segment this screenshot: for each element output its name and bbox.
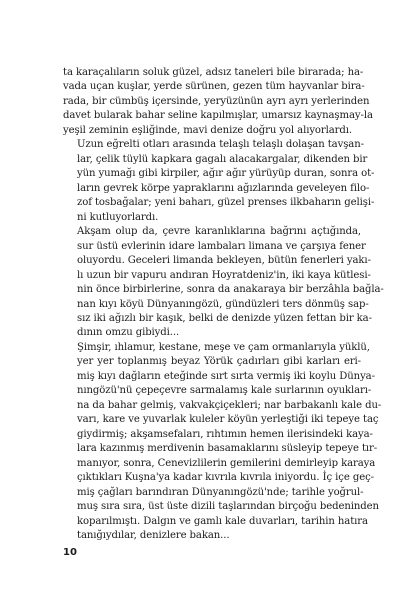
text-line: lar, çelik tüylü kapkara gagalı alacakargalar, dikenden bir [77,153,368,165]
text-line: oluyordu. Geceleri limanda bekleyen, bütün fenerleri yakı- [77,255,371,267]
text-line: Şimşir, ıhlamur, kestane, meşe ve çam ormanlarıyla yüklü, [77,341,370,353]
page-number: 10 [63,547,77,558]
paragraph [63,138,375,225]
text-line: lara kazınmış merdivenin basamaklarını süsleyip tepeye tır- [77,443,378,455]
text-line: tanığıydılar, denizlere bakan... [77,530,230,541]
text-line: nıngözü'nü çepeçevre sarmalamış kale surlarının oyukları- [77,385,372,397]
text-line: yün yumağı gibi kirpiler, ağır ağır yürüyüp duran, sonra ot- [77,168,375,180]
text-line: lı uzun bir vapuru andıran Hoyratdeniz'in, iki kaya kütlesi- [77,269,371,281]
body-text [63,66,384,543]
text-line: zof tosbağalar; yeni baharı, güzel prenses ilkbaharın gelişi- [77,197,375,209]
text-line: koparılmıştı. Dalgın ve gamlı kale duvarları, tarihin hatıra [77,515,368,527]
page-edge [396,0,414,600]
text-line: na da bahar gelmiş, vakvakçiçekleri; nar barbakanlı kale du- [77,399,382,411]
text-line: miş kıyı dağların eteğinde sırt sırta vermiş iki koylu Dünya- [77,370,375,382]
text-line: nin önce birbirlerine, sonra da anakaraya bir berzâhla bağla- [77,284,384,296]
text-line: Uzun eğrelti otları arasında telaşlı telaşlı dolaşan tavşan- [77,139,364,151]
text-line: vada uçan kuşlar, yerde sürünen, gezen tüm hayvanlar bira- [63,81,365,93]
text-line: yer yer toplanmış beyaz Yörük çadırları gibi karları eri- [77,356,361,368]
text-line: miş çağları barındıran Dünyanıngözü'nde; tarihle yoğrul- [77,486,364,498]
paragraph [63,341,382,544]
text-line: varı, kare ve yuvarlak kuleler köyün yerleştiği iki tepeye taç [77,414,379,426]
text-line: ların gevrek körpe yapraklarını ağızlarında geveleyen filo- [77,182,370,194]
paragraph [63,66,373,138]
text-line: Akşam olup da, çevre karanlıklarına bağrını açtığında, [77,226,361,238]
text-line: sur üstü evlerinin idare lambaları limana ve çarşıya fener [77,240,366,252]
text-line: rada, bir cümbüş içersinde, yeryüzünün ayrı ayrı yerlerinden [63,95,370,107]
text-line: dının omzu gibiydi... [77,327,180,339]
text-line: muş sıra sıra, üst üste dizili taşlarından birçoğu bedeninden [77,501,379,513]
text-line: ni kutluyorlardı. [77,211,159,223]
text-line: davet bularak bahar seline kapılmışlar, umarsız kaynaşmay-la [63,110,373,122]
text-line: manıyor, sonra, Cenevizlilerin gemilerini demirleyip karaya [77,457,376,469]
text-line: ta karaçalıların soluk güzel, adsız taneleri bile birarada; ha- [63,67,364,78]
text-line: giydirmiş; akşamsefaları, rıhtımın hemen ilerisindeki kaya- [77,428,373,440]
paragraph [63,225,384,341]
text-line: nan kıyı köyü Dünyanıngözü, gündüzleri ters dönmüş sap- [77,298,369,310]
text-line: çıktıkları Kuşna'ya kadar kıvrıla kıvrıla iniyordu. İç içe geç- [77,472,374,484]
text-line: yeşil zeminin eşliğinde, mavi denize doğru yol alıyorlardı. [63,124,352,136]
text-line: sız iki ağızlı bir kaşık, belki de denizde yüzen fettan bir ka- [77,312,372,324]
